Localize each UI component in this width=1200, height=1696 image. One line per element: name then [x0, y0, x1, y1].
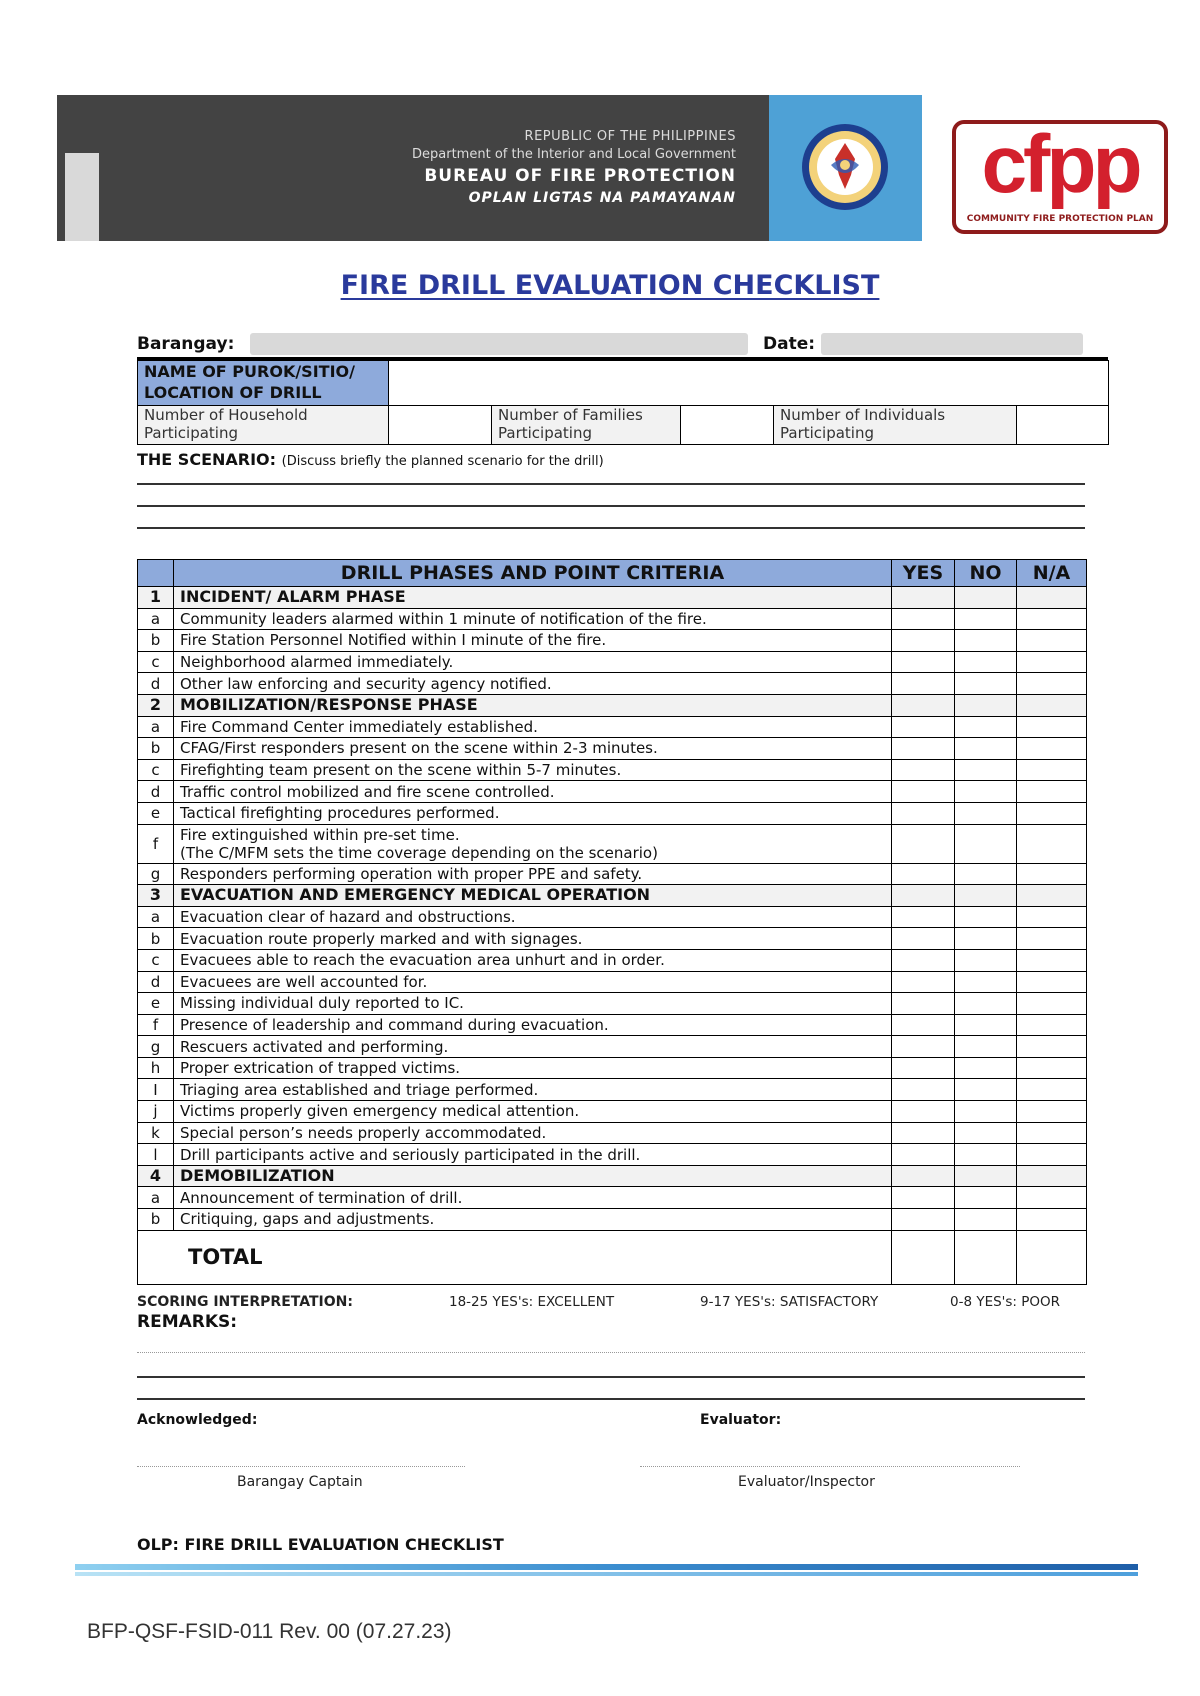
scenario-label	[137, 450, 604, 469]
na-cell[interactable]	[1017, 1101, 1087, 1123]
criteria-text-line: INCIDENT/ ALARM PHASE	[180, 587, 406, 607]
total-no-cell[interactable]	[955, 1230, 1017, 1284]
criteria-header-blank	[138, 560, 174, 587]
na-cell[interactable]	[1017, 781, 1087, 803]
agency-block	[412, 129, 736, 206]
criteria-text	[174, 928, 892, 950]
no-cell[interactable]	[955, 716, 1017, 738]
row-id: j	[138, 1101, 174, 1123]
yes-cell[interactable]	[892, 993, 955, 1015]
phase-title	[174, 694, 892, 716]
captain-role: Barangay Captain	[237, 1474, 363, 1490]
na-cell	[1017, 587, 1087, 609]
criteria-row	[138, 1057, 1087, 1079]
na-cell[interactable]	[1017, 651, 1087, 673]
footer-bar-accent	[75, 1572, 1138, 1576]
yes-cell[interactable]	[892, 1057, 955, 1079]
no-cell[interactable]	[955, 906, 1017, 928]
criteria-text	[174, 1122, 892, 1144]
row-id: 3	[138, 885, 174, 907]
inspector-role: Evaluator/Inspector	[738, 1474, 875, 1490]
row-id: c	[138, 949, 174, 971]
criteria-text	[174, 1209, 892, 1231]
yes-cell[interactable]	[892, 630, 955, 652]
criteria-text	[174, 1101, 892, 1123]
criteria-row	[138, 608, 1087, 630]
na-cell[interactable]	[1017, 738, 1087, 760]
no-cell[interactable]	[955, 1187, 1017, 1209]
criteria-row	[138, 949, 1087, 971]
yes-cell[interactable]	[892, 759, 955, 781]
criteria-row	[138, 1079, 1087, 1101]
row-id: h	[138, 1057, 174, 1079]
individuals-label: Number of Individuals Participating	[774, 406, 1017, 445]
evaluator-label: Evaluator:	[700, 1412, 782, 1428]
total-na-cell[interactable]	[1017, 1230, 1087, 1284]
scenario-line[interactable]	[137, 505, 1085, 507]
criteria-header-title: DRILL PHASES AND POINT CRITERIA	[174, 560, 892, 587]
na-cell[interactable]	[1017, 1209, 1087, 1231]
no-cell[interactable]	[955, 1079, 1017, 1101]
criteria-row	[138, 928, 1087, 950]
criteria-text-line: Firefighting team present on the scene within 5-7 minutes.	[180, 761, 622, 780]
criteria-text	[174, 1014, 892, 1036]
criteria-text	[174, 802, 892, 824]
row-id: 4	[138, 1165, 174, 1187]
families-label: Number of Families Participating	[492, 406, 681, 445]
criteria-text-line: Responders performing operation with proper PPE and safety.	[180, 864, 643, 883]
date-label: Date:	[763, 334, 816, 354]
criteria-text-line: Critiquing, gaps and adjustments.	[180, 1210, 435, 1229]
yes-cell[interactable]	[892, 781, 955, 803]
row-id: a	[138, 716, 174, 738]
na-cell[interactable]	[1017, 802, 1087, 824]
cfpp-logo	[952, 120, 1168, 234]
na-cell[interactable]	[1017, 716, 1087, 738]
yes-cell[interactable]	[892, 906, 955, 928]
yes-cell[interactable]	[892, 928, 955, 950]
total-row	[138, 1230, 1087, 1284]
remarks-line[interactable]	[137, 1398, 1085, 1400]
scoring-satisfactory: 9-17 YES's: SATISFACTORY	[700, 1294, 879, 1310]
row-id: b	[138, 1209, 174, 1231]
na-cell[interactable]	[1017, 1079, 1087, 1101]
bureau-text: BUREAU OF FIRE PROTECTION	[424, 166, 736, 186]
no-cell[interactable]	[955, 781, 1017, 803]
yes-cell	[892, 1165, 955, 1187]
phase-row	[138, 694, 1087, 716]
criteria-text-line: DEMOBILIZATION	[180, 1166, 335, 1186]
seal-area	[769, 95, 922, 241]
na-cell[interactable]	[1017, 1057, 1087, 1079]
yes-cell[interactable]	[892, 1144, 955, 1166]
footer-title: OLP: FIRE DRILL EVALUATION CHECKLIST	[137, 1535, 504, 1554]
na-cell[interactable]	[1017, 993, 1087, 1015]
yes-cell[interactable]	[892, 1122, 955, 1144]
criteria-table	[137, 559, 1087, 1285]
na-header: N/A	[1017, 560, 1087, 587]
footer-bar	[75, 1564, 1138, 1570]
yes-cell[interactable]	[892, 802, 955, 824]
criteria-text-line: CFAG/First responders present on the scene within 2-3 minutes.	[180, 739, 658, 758]
yes-header: YES	[892, 560, 955, 587]
captain-signature-line[interactable]	[137, 1466, 465, 1467]
criteria-text	[174, 824, 892, 863]
yes-cell	[892, 587, 955, 609]
criteria-text-line: Fire extinguished within pre-set time.	[180, 825, 460, 844]
na-cell	[1017, 885, 1087, 907]
yes-cell[interactable]	[892, 1187, 955, 1209]
no-cell[interactable]	[955, 802, 1017, 824]
criteria-row	[138, 738, 1087, 760]
row-id: a	[138, 608, 174, 630]
row-id: I	[138, 1079, 174, 1101]
row-id: e	[138, 802, 174, 824]
oplan-text: OPLAN LIGTAS NA PAMAYANAN	[468, 190, 736, 206]
criteria-row	[138, 716, 1087, 738]
total-yes-cell[interactable]	[892, 1230, 955, 1284]
yes-cell[interactable]	[892, 863, 955, 885]
no-cell[interactable]	[955, 863, 1017, 885]
criteria-text-line: Neighborhood alarmed immediately.	[180, 653, 454, 672]
criteria-text-line: Evacuation route properly marked and with signages.	[180, 929, 583, 948]
yes-cell[interactable]	[892, 971, 955, 993]
remarks-line[interactable]	[137, 1352, 1085, 1353]
row-id: b	[138, 630, 174, 652]
criteria-row	[138, 971, 1087, 993]
criteria-text	[174, 759, 892, 781]
yes-cell[interactable]	[892, 716, 955, 738]
na-cell[interactable]	[1017, 608, 1087, 630]
row-id: c	[138, 759, 174, 781]
no-cell[interactable]	[955, 1122, 1017, 1144]
criteria-text	[174, 1036, 892, 1058]
yes-cell[interactable]	[892, 1209, 955, 1231]
criteria-text-line: Missing individual duly reported to IC.	[180, 994, 464, 1013]
criteria-text	[174, 1144, 892, 1166]
yes-cell[interactable]	[892, 673, 955, 695]
na-cell[interactable]	[1017, 824, 1087, 863]
barangay-field[interactable]	[250, 333, 748, 355]
na-cell[interactable]	[1017, 1144, 1087, 1166]
scoring-excellent: 18-25 YES's: EXCELLENT	[449, 1294, 615, 1310]
criteria-text-note: (The C/MFM sets the time coverage depending on the scenario)	[180, 843, 658, 862]
row-id: d	[138, 781, 174, 803]
na-cell[interactable]	[1017, 906, 1087, 928]
phase-title	[174, 885, 892, 907]
remarks-line[interactable]	[137, 1376, 1085, 1378]
yes-cell[interactable]	[892, 608, 955, 630]
criteria-text	[174, 1057, 892, 1079]
na-cell[interactable]	[1017, 759, 1087, 781]
header-banner	[57, 95, 922, 241]
yes-cell[interactable]	[892, 824, 955, 863]
no-cell[interactable]	[955, 993, 1017, 1015]
yes-cell[interactable]	[892, 738, 955, 760]
no-cell[interactable]	[955, 1101, 1017, 1123]
criteria-text	[174, 949, 892, 971]
criteria-text	[174, 1187, 892, 1209]
criteria-text	[174, 651, 892, 673]
criteria-text-line: Tactical firefighting procedures performed.	[180, 804, 500, 823]
criteria-text-line: Fire Command Center immediately established.	[180, 717, 538, 736]
row-id: k	[138, 1122, 174, 1144]
row-id: 2	[138, 694, 174, 716]
na-cell[interactable]	[1017, 1122, 1087, 1144]
location-label: NAME OF PUROK/SITIO/ LOCATION OF DRILL	[138, 361, 389, 406]
republic-text: REPUBLIC OF THE PHILIPPINES	[524, 129, 736, 144]
scenario-hint: (Discuss briefly the planned scenario for the drill)	[281, 454, 604, 469]
criteria-row	[138, 1122, 1087, 1144]
criteria-row	[138, 906, 1087, 928]
criteria-text	[174, 716, 892, 738]
drill-info-table	[137, 360, 1109, 445]
no-header: NO	[955, 560, 1017, 587]
row-id: b	[138, 738, 174, 760]
criteria-row	[138, 824, 1087, 863]
yes-cell[interactable]	[892, 1079, 955, 1101]
na-cell	[1017, 1165, 1087, 1187]
row-id: b	[138, 928, 174, 950]
row-id: l	[138, 1144, 174, 1166]
criteria-header-row	[138, 560, 1087, 587]
form-code: BFP-QSF-FSID-011 Rev. 00 (07.27.23)	[87, 1620, 452, 1643]
row-id: g	[138, 1036, 174, 1058]
no-cell[interactable]	[955, 1209, 1017, 1231]
criteria-text-line: Evacuation clear of hazard and obstructions.	[180, 908, 516, 927]
criteria-text-line: Special person’s needs properly accommodated.	[180, 1123, 547, 1142]
criteria-body	[138, 587, 1087, 1231]
criteria-text-line: Announcement of termination of drill.	[180, 1188, 463, 1207]
cfpp-logo-subtitle: COMMUNITY FIRE PROTECTION PLAN	[966, 214, 1154, 224]
phase-row	[138, 587, 1087, 609]
criteria-row	[138, 993, 1087, 1015]
criteria-text-line: Triaging area established and triage performed.	[180, 1080, 539, 1099]
criteria-text-line: Victims properly given emergency medical attention.	[180, 1102, 580, 1121]
criteria-text-line: Community leaders alarmed within 1 minute of notification of the fire.	[180, 609, 707, 628]
no-cell[interactable]	[955, 1036, 1017, 1058]
bfp-seal-icon	[801, 123, 889, 211]
yes-cell[interactable]	[892, 1101, 955, 1123]
criteria-row	[138, 1187, 1087, 1209]
yes-cell[interactable]	[892, 651, 955, 673]
acknowledged-label: Acknowledged:	[137, 1412, 258, 1428]
remarks-label: REMARKS:	[137, 1312, 238, 1332]
criteria-text-line: Proper extrication of trapped victims.	[180, 1059, 461, 1078]
date-field[interactable]	[821, 333, 1083, 355]
criteria-text-line: EVACUATION AND EMERGENCY MEDICAL OPERATION	[180, 885, 651, 905]
row-id: a	[138, 906, 174, 928]
criteria-text	[174, 993, 892, 1015]
criteria-text-line: Traffic control mobilized and fire scene controlled.	[180, 782, 555, 801]
no-cell[interactable]	[955, 608, 1017, 630]
no-cell[interactable]	[955, 971, 1017, 993]
yes-cell	[892, 885, 955, 907]
criteria-row	[138, 1101, 1087, 1123]
criteria-text	[174, 1079, 892, 1101]
no-cell[interactable]	[955, 1144, 1017, 1166]
no-cell	[955, 694, 1017, 716]
criteria-text	[174, 863, 892, 885]
row-id: e	[138, 993, 174, 1015]
yes-cell	[892, 694, 955, 716]
scoring-label: SCORING INTERPRETATION:	[137, 1294, 353, 1310]
individuals-field[interactable]	[1017, 406, 1109, 445]
na-cell[interactable]	[1017, 949, 1087, 971]
no-cell[interactable]	[955, 824, 1017, 863]
criteria-text	[174, 738, 892, 760]
criteria-text	[174, 971, 892, 993]
yes-cell[interactable]	[892, 1014, 955, 1036]
na-cell[interactable]	[1017, 971, 1087, 993]
criteria-row	[138, 1144, 1087, 1166]
criteria-text	[174, 781, 892, 803]
total-label: TOTAL	[138, 1230, 892, 1284]
document-title: FIRE DRILL EVALUATION CHECKLIST	[340, 270, 880, 301]
no-cell[interactable]	[955, 949, 1017, 971]
criteria-text-line: Evacuees able to reach the evacuation area unhurt and in order.	[180, 951, 665, 970]
barangay-label: Barangay:	[137, 334, 235, 354]
na-cell[interactable]	[1017, 863, 1087, 885]
yes-cell[interactable]	[892, 1036, 955, 1058]
criteria-text-line: Presence of leadership and command during evacuation.	[180, 1015, 609, 1034]
row-id: f	[138, 1014, 174, 1036]
criteria-text	[174, 608, 892, 630]
no-cell[interactable]	[955, 673, 1017, 695]
criteria-row	[138, 759, 1087, 781]
location-field[interactable]	[389, 361, 1109, 406]
row-id: a	[138, 1187, 174, 1209]
criteria-text-line: Drill participants active and seriously participated in the drill.	[180, 1145, 641, 1164]
no-cell[interactable]	[955, 651, 1017, 673]
criteria-row	[138, 673, 1087, 695]
no-cell[interactable]	[955, 630, 1017, 652]
na-cell[interactable]	[1017, 928, 1087, 950]
scoring-poor: 0-8 YES's: POOR	[950, 1294, 1061, 1310]
criteria-text	[174, 906, 892, 928]
families-field[interactable]	[681, 406, 774, 445]
criteria-text-line: Evacuees are well accounted for.	[180, 972, 428, 991]
criteria-row	[138, 1036, 1087, 1058]
row-id: f	[138, 824, 174, 863]
criteria-text	[174, 673, 892, 695]
criteria-row	[138, 781, 1087, 803]
phase-row	[138, 1165, 1087, 1187]
scenario-title: THE SCENARIO:	[137, 450, 277, 469]
na-cell[interactable]	[1017, 673, 1087, 695]
households-field[interactable]	[389, 406, 492, 445]
no-cell[interactable]	[955, 738, 1017, 760]
na-cell	[1017, 694, 1087, 716]
no-cell	[955, 587, 1017, 609]
no-cell[interactable]	[955, 928, 1017, 950]
na-cell[interactable]	[1017, 1014, 1087, 1036]
criteria-row	[138, 630, 1087, 652]
criteria-row	[138, 802, 1087, 824]
no-cell[interactable]	[955, 1057, 1017, 1079]
na-cell[interactable]	[1017, 630, 1087, 652]
scenario-line[interactable]	[137, 527, 1085, 529]
cfpp-logo-word: cfpp	[981, 119, 1139, 210]
criteria-text-line: Fire Station Personnel Notified within I minute of the fire.	[180, 631, 607, 650]
scenario-line[interactable]	[137, 483, 1085, 485]
no-cell	[955, 885, 1017, 907]
row-id: d	[138, 971, 174, 993]
row-id: g	[138, 863, 174, 885]
no-cell	[955, 1165, 1017, 1187]
row-id: c	[138, 651, 174, 673]
inspector-signature-line[interactable]	[640, 1466, 1020, 1467]
criteria-text	[174, 630, 892, 652]
row-id: 1	[138, 587, 174, 609]
criteria-text-line: MOBILIZATION/RESPONSE PHASE	[180, 695, 478, 715]
na-cell[interactable]	[1017, 1036, 1087, 1058]
no-cell[interactable]	[955, 1014, 1017, 1036]
criteria-text-line: Other law enforcing and security agency notified.	[180, 674, 552, 693]
criteria-row	[138, 1209, 1087, 1231]
yes-cell[interactable]	[892, 949, 955, 971]
department-text: Department of the Interior and Local Government	[412, 147, 736, 162]
criteria-row	[138, 863, 1087, 885]
criteria-row	[138, 1014, 1087, 1036]
no-cell[interactable]	[955, 759, 1017, 781]
criteria-row	[138, 651, 1087, 673]
row-id: d	[138, 673, 174, 695]
phase-title	[174, 587, 892, 609]
households-label: Number of Household Participating	[138, 406, 389, 445]
banner-tab	[65, 153, 99, 241]
phase-row	[138, 885, 1087, 907]
phase-title	[174, 1165, 892, 1187]
na-cell[interactable]	[1017, 1187, 1087, 1209]
criteria-text-line: Rescuers activated and performing.	[180, 1037, 449, 1056]
